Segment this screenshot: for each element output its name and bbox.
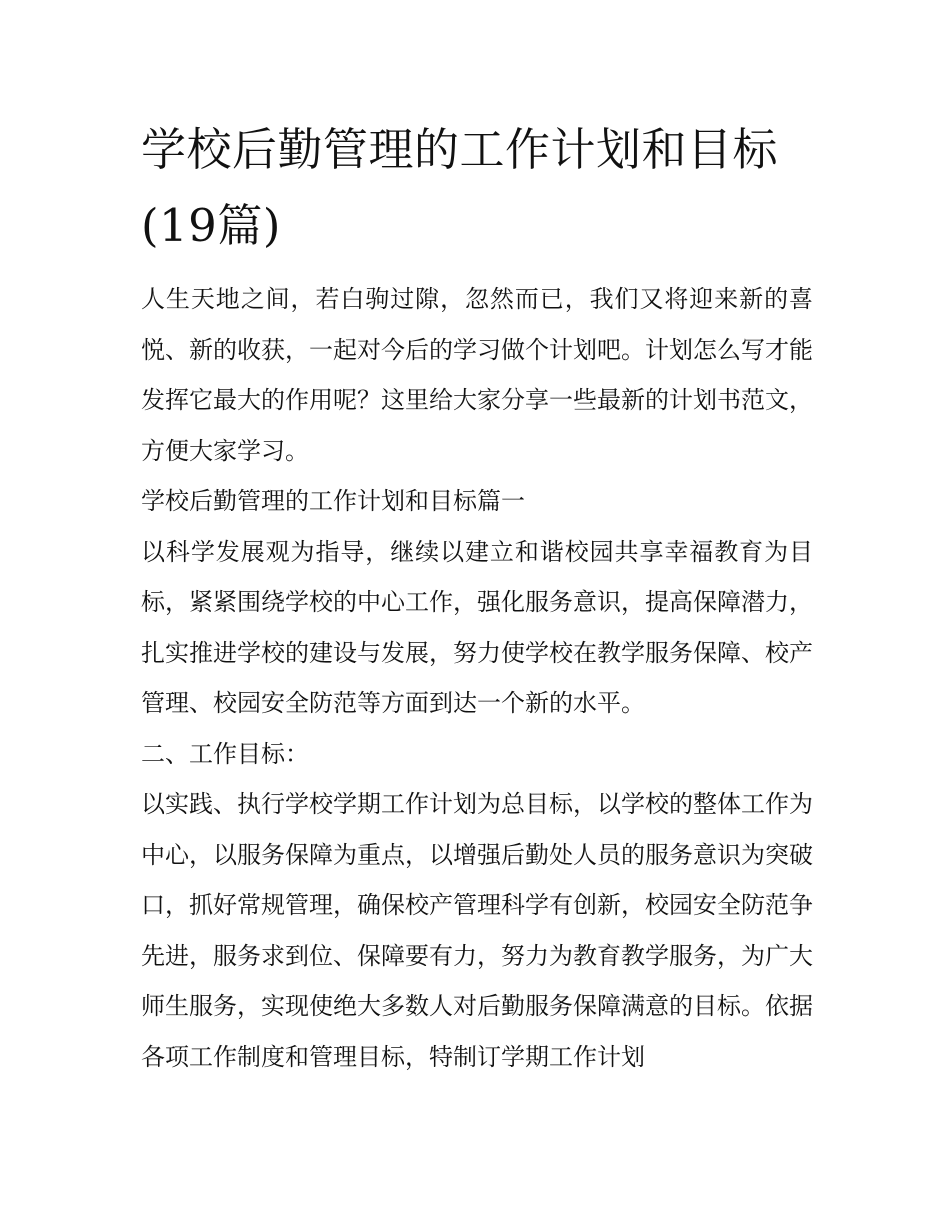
section-heading-work-goals: 二、工作目标： bbox=[141, 739, 309, 768]
document-body bbox=[141, 112, 813, 1082]
work-goals-paragraph: 以实践、执行学校学期工作计划为总目标，以学校的整体工作为中心，以服务保障为重点，以增强后勤处人员的服务意识为突破口，抓好常规管理，确保校产管理科学有创新，校园安全防范争先进，服务求到位、保障要有力，努力为教育教学服务，为广大师生服务，实现使绝大多数人对后勤服务保障满意的目标。依据各项工作制度和管理目标，特制订学期工作计划 bbox=[141, 790, 813, 1071]
section-heading-part-one: 学校后勤管理的工作计划和目标篇一 bbox=[141, 487, 525, 515]
guiding-principle-paragraph: 以科学发展观为指导，继续以建立和谐校园共享幸福教育为目标，紧紧围绕学校的中心工作，强化服务意识，提高保障潜力，扎实推进学校的建设与发展，努力使学校在教学服务保障、校产管理、校园安全防范等方面到达一个新的水平。 bbox=[141, 537, 813, 717]
intro-paragraph: 人生天地之间，若白驹过隙，忽然而已，我们又将迎来新的喜悦、新的收获，一起对今后的学习做个计划吧。计划怎么写才能发挥它最大的作用呢？这里给大家分享一些最新的计划书范文，方便大家学习。 bbox=[141, 285, 813, 465]
document-title: 学校后勤管理的工作计划和目标(19篇) bbox=[141, 123, 779, 252]
